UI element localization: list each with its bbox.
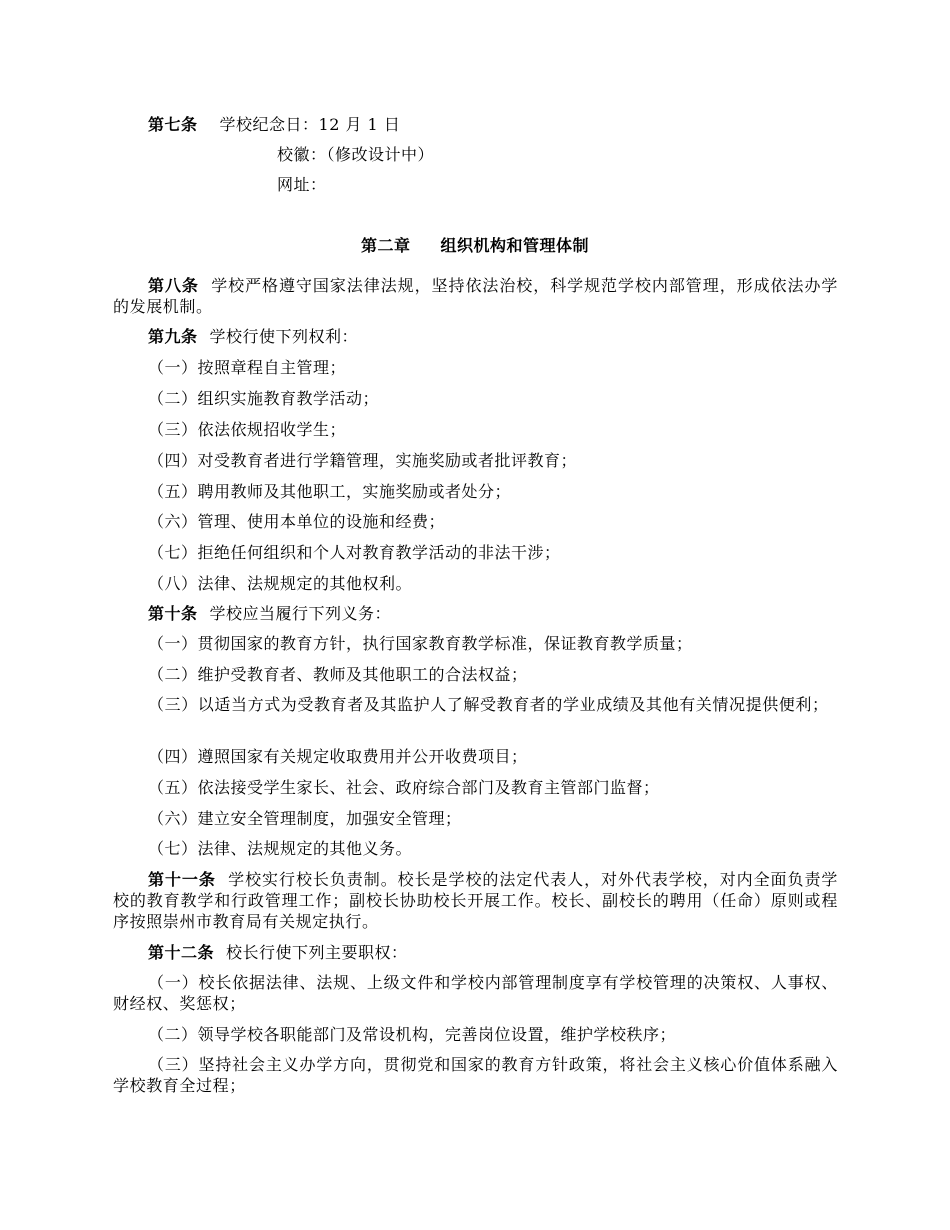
article-11-text: 学校实行校长负责制。校长是学校的法定代表人，对外代表学校，对内全面负责学校的教育教学和行政管理工作；副校长协助校长开展工作。校长、副校长的聘用（任命）原则或程序按照崇州市教育局有关规定执行。 [113, 870, 838, 931]
article-10-item: （二）维护受教育者、教师及其他职工的合法权益； [148, 665, 528, 684]
article-12-item: （一）校长依据法律、法规、上级文件和学校内部管理制度享有学校管理的决策权、人事权、财经权、奖惩权； [113, 973, 838, 1013]
article-12-line [148, 943, 408, 963]
article-9-item: （四）对受教育者进行学籍管理，实施奖励或者批评教育； [148, 451, 578, 470]
article-7-line [148, 115, 400, 135]
article-7-website: 网址： [277, 175, 327, 194]
article-11 [113, 869, 838, 932]
article-8 [113, 275, 838, 317]
article-10-item: （三）以适当方式为受教育者及其监护人了解受教育者的学业成绩及其他有关情况提供便利； [148, 695, 829, 714]
article-10-line [148, 604, 391, 624]
chapter-title: 组织机构和管理体制 [440, 236, 590, 255]
chapter-heading [0, 236, 950, 256]
article-9-item: （五）聘用教师及其他职工，实施奖励或者处分； [148, 482, 512, 501]
article-10-item: （四）遵照国家有关规定收取费用并公开收费项目； [148, 747, 528, 766]
article-9-item: （二）组织实施教育教学活动； [148, 389, 380, 408]
article-10-item: （五）依法接受学生家长、社会、政府综合部门及教育主管部门监督； [148, 778, 660, 797]
article-9-item: （六）管理、使用本单位的设施和经费； [148, 512, 446, 531]
article-12-heading: 第十二条 [148, 943, 215, 962]
article-9-item: （一）按照章程自主管理； [148, 358, 347, 377]
article-9-item: （八）法律、法规规定的其他权利。 [148, 574, 413, 593]
article-10-item: （六）建立安全管理制度，加强安全管理； [148, 809, 462, 828]
article-9-line [148, 327, 358, 347]
article-9-heading: 第九条 [148, 327, 198, 346]
article-11-heading: 第十一条 [148, 870, 216, 889]
article-10-item: （七）法律、法规规定的其他义务。 [148, 839, 413, 858]
article-8-text: 学校严格遵守国家法律法规，坚持依法治校，科学规范学校内部管理，形成依法办学的发展机制。 [113, 276, 838, 316]
article-9-intro: 学校行使下列权利： [209, 327, 359, 346]
article-9-item: （三）依法依规招收学生； [148, 420, 347, 439]
article-12-intro: 校长行使下列主要职权： [226, 943, 408, 962]
article-10-intro: 学校应当履行下列义务： [209, 604, 392, 623]
article-7-heading: 第七条 [148, 115, 198, 134]
article-10-item: （一）贯彻国家的教育方针，执行国家教育教学标准，保证教育教学质量； [148, 634, 693, 653]
article-9-item: （七）拒绝任何组织和个人对教育教学活动的非法干涉； [148, 543, 561, 562]
chapter-number: 第二章 [360, 236, 411, 255]
article-12-item: （三）坚持社会主义办学方向，贯彻党和国家的教育方针政策，将社会主义核心价值体系融入学校教育全过程； [113, 1055, 838, 1095]
article-8-heading: 第八条 [148, 276, 199, 295]
article-12-item: （二）领导学校各职能部门及常设机构，完善岗位设置，维护学校秩序； [148, 1025, 677, 1044]
article-7-memorial: 学校纪念日：12 月 1 日 [219, 115, 401, 134]
article-10-heading: 第十条 [148, 604, 198, 623]
article-7-emblem: 校徽：（修改设计中） [277, 145, 435, 164]
